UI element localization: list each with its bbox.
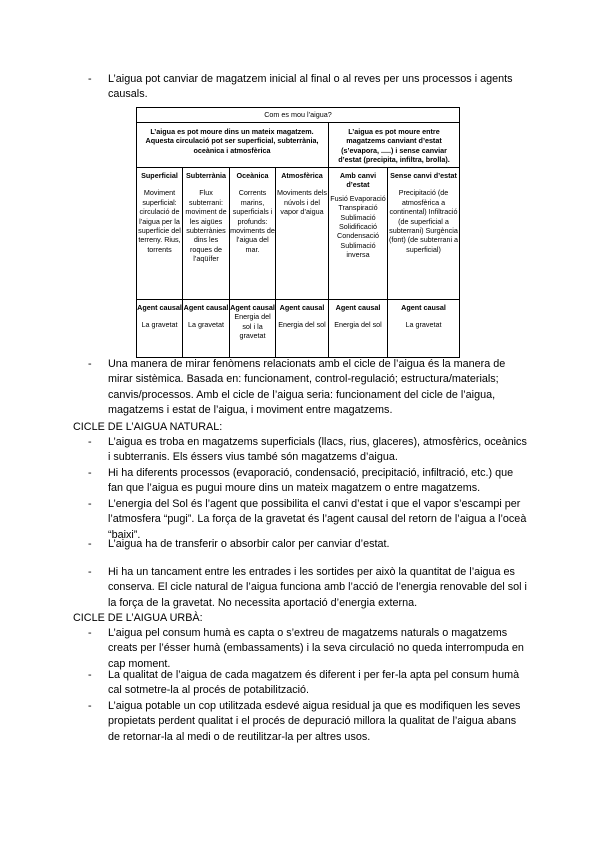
- list-item: - Una manera de mirar fenòmens relacionats amb el cicle de l’aigua és la manera de mirar sistèmica. Basada en: funcionament, control-regulació; estructura/materials; canvis/processos. Amb el cicle de l’aigua seria: funcionament del cicle de l’aigua, magatzems i estat de l’aigua, i moviment entre magatzems.: [88, 357, 528, 419]
- list-item: - L’aigua potable un cop utilitzada esdevé aigua residual ja que es modifiquen les seves propietats perdent qualitat i el procés de depuració millora la qualitat de l’aigua abans de retornar-la al medi o de reutilitzar-la per altres usos.: [88, 700, 521, 743]
- agent-amb-canvi: Agent causal Energia del sol: [334, 303, 382, 330]
- list-item: - L’aigua es troba en magatzems superficials (llacs, rius, glaceres), atmosfèrics, oceànics i subterranis. Els éssers vius també són magatzems d’aigua.: [88, 436, 527, 464]
- heading-natural-cycle: CICLE DE L’AIGUA NATURAL:: [73, 421, 223, 433]
- col-sense-canvi: Sense canvi d’estat Precipitació (de atmosfèrica a continental) Infiltració (de superficial a subterrani) Surgència (font) (de subterrani a superficial): [388, 171, 459, 254]
- agent-atmosferica: Agent causal Energia del sol: [278, 303, 326, 330]
- list-item: - L’aigua ha de transferir o absorbir calor per canviar d’estat.: [88, 538, 390, 550]
- col-oceanica: Oceànica Corrents marins, superficials i profunds: moviments de l’aigua del mar.: [230, 171, 275, 254]
- col-amb-canvi: Amb canvi d’estat Fusió Evaporació Transpiració Sublimació Solidificació Condensació Sublimació inversa: [330, 171, 386, 260]
- list-item: - L’aigua pel consum humà es capta o s’extreu de magatzems naturals o magatzems creats per l’ésser humà (embassaments) i la seva circulació no queda interrompuda en cap moment.: [88, 627, 524, 670]
- systemic-text: Una manera de mirar fenòmens relacionats amb el cicle de l’aigua és la manera de mirar sistèmica. Basada en: funcionament, control-regulació; estructura/materials; canvis/processos. Amb el cicle de l’aigua seria: funcionament del cicle de l’aigua, magatzems i estat de l’aigua, i moviment entre magatzems.: [108, 358, 506, 417]
- col-superficial: Superficial Moviment superficial: circulació de l’aigua per la superfície del terreny. Rius, torrents: [138, 171, 181, 254]
- col-subterrania: Subterrània Flux subterrani: moviment de les aigües subterrànies dins les roques de l’aqüífer: [185, 171, 227, 264]
- agent-superficial: Agent causal La gravetat: [137, 303, 182, 330]
- list-item: - L’energia del Sol és l’agent que possibilita el canvi d’estat i que el vapor s’escampi per l’atmosfera “pugi”. La força de la gravetat és l’agent causal del retorn de l’aigua a l’oceà “baixi”.: [88, 498, 527, 541]
- table-title: Com es mou l’aigua?: [137, 108, 459, 123]
- agent-sense-canvi: Agent causal La gravetat: [401, 303, 446, 330]
- water-movement-table: [136, 107, 460, 358]
- list-item: - Hi ha diferents processos (evaporació, condensació, precipitació, infiltració, etc.) que fan que l’aigua es pugui moure dins un mateix magatzem o entre magatzems.: [88, 467, 514, 495]
- group-within-store: L’aigua es pot moure dins un mateix magatzem. Aquesta circulació pot ser superficial, subterrània, oceànica i atmosfèrica: [145, 127, 319, 155]
- intro-text: L’aigua pot canviar de magatzem inicial al final o al reves per uns processos i agents causals.: [108, 73, 513, 101]
- agent-oceanica: Agent causal Energia del sol i la gravetat: [230, 303, 275, 341]
- heading-urban-cycle: CICLE DE L’AIGUA URBÀ:: [73, 612, 203, 624]
- list-item: - Hi ha un tancament entre les entrades i les sortides per això la quantitat de l’aigua es conserva. El cicle natural de l’aigua funciona amb l’acció de l’energia renovable del sol i la força de la gravetat. No necessita aportació d’energia externa.: [88, 566, 527, 609]
- group-between-stores: L’aigua es pot moure entre magatzems canviant d’estat (s’evapora, .....) i sense canviar d’estat (precipita, infiltra, brolla).: [338, 127, 450, 165]
- col-atmosferica: Atmosfèrica Moviments dels núvols i del vapor d’aigua: [277, 171, 327, 217]
- list-item: - L’aigua pot canviar de magatzem inicial al final o al reves per uns processos i agents causals.: [88, 72, 528, 103]
- agent-subterrania: Agent causal La gravetat: [183, 303, 229, 330]
- list-item: - La qualitat de l’aigua de cada magatzem és diferent i per fer-la apta pel consum humà cal sotmetre-la al procés de potabilització.: [88, 669, 520, 697]
